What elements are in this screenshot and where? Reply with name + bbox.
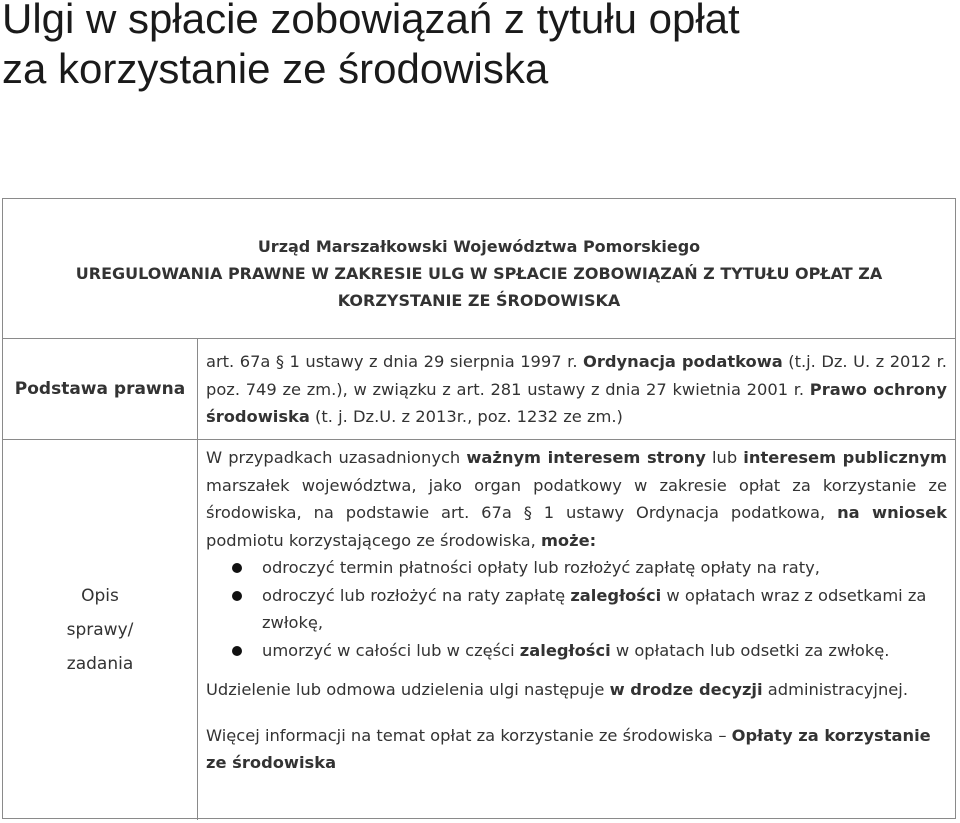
table-header xyxy=(3,199,955,339)
legal-basis-text: art. 67a § 1 ustawy z dnia 29 sierpnia 1997 r. Ordynacja podatkowa (t.j. Dz. U. z 2012 r. poz. 749 ze zm.), w związku z art. 281 ustawy z dnia 27 kwietnia 2001 r. Prawo ochrony środowiska (t. j. Dz.U. z 2013r., poz. 1232 ze zm.) xyxy=(198,339,955,440)
header-subject-line1: UREGULOWANIA PRAWNE W ZAKRESIE ULG W SPŁACIE ZOBOWIĄZAŃ Z TYTUŁU OPŁAT ZA xyxy=(75,264,883,283)
bullet-icon xyxy=(232,563,242,573)
description-paragraph-1: W przypadkach uzasadnionych ważnym interesem strony lub interesem publicznym marszałek województwa, jako organ podatkowy w zakresie opłat za korzystanie ze środowiska, na podstawie art. 67a § 1 ustawy Ordynacja podatkowa, na wniosek podmiotu korzystającego ze środowiska, może: xyxy=(206,448,948,550)
page-title-line2: za korzystanie ze środowiska xyxy=(2,45,549,92)
page-title-line1: Ulgi w spłacie zobowiązań z tytułu opłat xyxy=(2,0,740,42)
relief-options-list xyxy=(206,554,947,664)
description-text xyxy=(198,440,955,820)
list-item: odroczyć lub rozłożyć na raty zapłatę zaległości w opłatach wraz z odsetkami za zwłokę, xyxy=(206,582,947,637)
list-item: umorzyć w całości lub w części zaległości w opłatach lub odsetki za zwłokę. xyxy=(206,637,947,665)
link-ordynacja[interactable]: Ordynacja podatkowa xyxy=(582,352,783,371)
link-prawo-ochrony[interactable]: Prawo ochrony środowiska xyxy=(206,379,947,426)
bullet-icon xyxy=(232,646,242,656)
section-sign: § xyxy=(275,352,285,371)
list-item: odroczyć termin płatności opłaty lub rozłożyć zapłatę opłaty na raty, xyxy=(206,554,947,582)
legal-basis-label: Podstawa prawna xyxy=(14,379,186,399)
info-table xyxy=(2,198,956,819)
link-oplaty[interactable]: Opłaty za korzystanie ze środowiska xyxy=(206,725,931,772)
header-subject-line2: KORZYSTANIE ZE ŚRODOWISKA xyxy=(337,291,621,310)
page-title xyxy=(2,0,952,94)
description-label-cell xyxy=(3,440,198,820)
description-paragraph-2: Udzielenie lub odmowa udzielenia ulgi następuje w drodze decyzji administracyjnej. xyxy=(206,680,908,699)
header-office: Urząd Marszałkowski Województwa Pomorskiego xyxy=(257,237,701,256)
bullet-icon xyxy=(232,591,242,601)
description-label: Opis sprawy/ zadania xyxy=(66,586,134,674)
description-paragraph-3: Więcej informacji na temat opłat za korzystanie ze środowiska – Opłaty za korzystanie ze środowiska xyxy=(206,725,931,772)
legal-basis-label-cell xyxy=(3,339,198,440)
section-sign: § xyxy=(523,503,532,522)
